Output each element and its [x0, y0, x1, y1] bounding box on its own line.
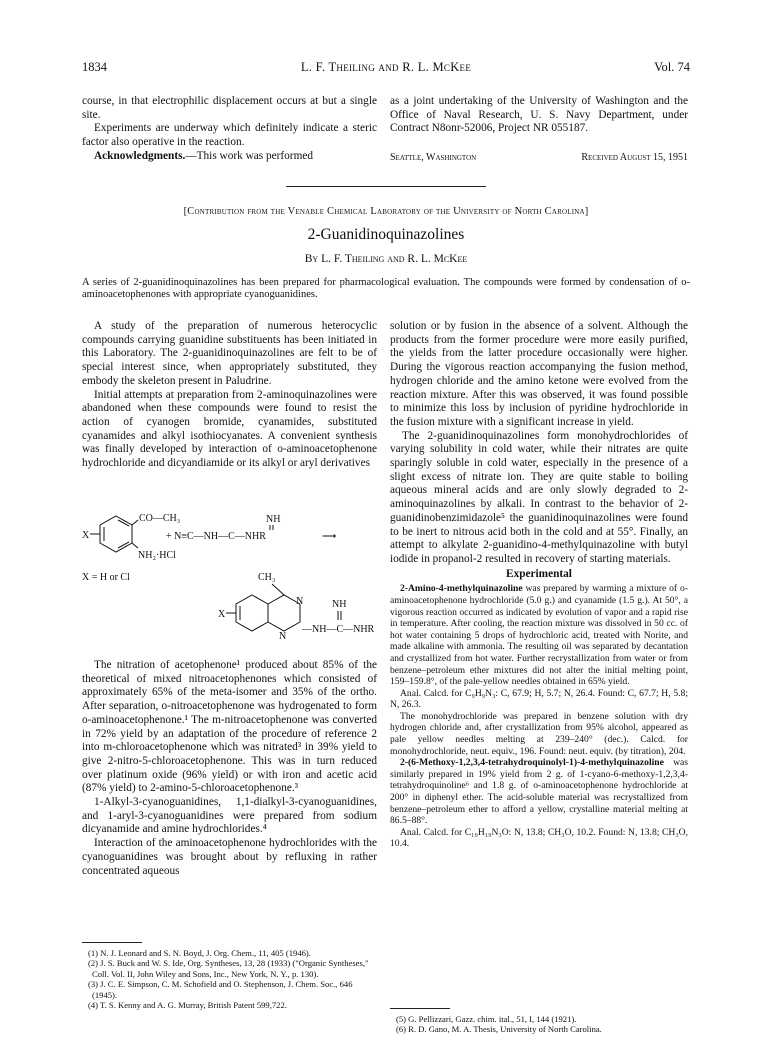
footnote: (5) G. Pellizzari, Gazz. chim. ital., 51, I, 144 (1921). — [396, 1014, 577, 1024]
analysis-line: Anal. Calcd. for C₁₉H₁₉N₃O: N, 13.8; CH₃O, 10.2. Found: N, 13.8; CH₃O, 10.4. — [390, 826, 688, 850]
compound-name: 2-Amino-4-methylquinazoline — [400, 583, 523, 595]
footnote-rule — [82, 942, 142, 943]
procedure-paragraph: 2-Amino-4-methylquinazoline was prepared by warming a mixture of o-aminoacetophenone hydrochloride (5.0 g.) and cyanamide (1.5 g.). At 50°, a vigorous reaction occurred as indicated by evolution of vapor and a rapid rise in temperature. After cooling, the reaction mixture was dissolved in 50 cc. of hot water containing 5 drops of hydrochloric acid, treated with Norite, and made alkaline with ammonia. The resulting oil was separated by decantation and crystallized from hot water. Further recrystallization from water or from benzene–petroleum ether mixtures did not alter the initial melting point, 159–159.8°, of the pale-yellow needles obtained in 65% yield. — [390, 583, 688, 688]
reaction-scheme — [82, 508, 377, 658]
ring-nitrogen-1: N — [279, 631, 287, 642]
contribution-line: [Contribution from the Venable Chemical Laboratory of the University of North Carolina] — [183, 206, 589, 217]
product-imino-label: NH — [332, 599, 347, 610]
x-definition: X = H or Cl — [82, 572, 130, 583]
left-column — [82, 320, 377, 471]
body-paragraph: The 2-guanidinoquinazolines form monohydrochlorides of varying solubility in cold water, while their nitrates are quite sparingly soluble in cold water, especially in the presence of a slight excess of nitrate ion. They are quite stable to boiling aqueous mineral acids and are only slowly degraded to 2-aminoquinazolines by alkali. In contrast to the behavior of 2-guanidinobenzimidazole⁵ the guanidinoquinazolines were found to be inert to nitrous acid both in the cold and at 55°. Finally, an attempt to alkylate 2-guanidino-4-methylquinazoline with butyl iodide in propanol-2 resulted in recovery of starting materials. — [390, 429, 688, 565]
article-title: 2-Guanidinoquinazolines — [307, 226, 465, 243]
footnote: (1) N. J. Leonard and S. N. Boyd, J. Org. Chem., 11, 405 (1946). — [88, 948, 311, 958]
acknowledgments — [82, 150, 377, 164]
body-paragraph: A study of the preparation of numerous heterocyclic compounds carrying guanidine substituents has been initiated in this Laboratory. The 2-guanidinoquinazolines are felt to be of special interest since, when appropriately substituted, they embody the skeleton present in Paludrine. — [82, 320, 377, 387]
experimental-heading: Experimental — [506, 567, 572, 580]
left-footnotes — [82, 948, 377, 1010]
experimental-section — [390, 583, 688, 850]
footnote-rule — [390, 1008, 450, 1009]
footnote: (2) J. S. Buck and W. S. Ide, Org. Syntheses, 13, 28 (1933) ("Organic Syntheses," Coll. Vol. II, John Wiley and Sons, Inc., New York, N. Y., p. 130). — [88, 958, 369, 979]
ring-nitrogen-3: N — [296, 596, 304, 607]
methyl-label: CH₃ — [258, 572, 276, 583]
procedure-paragraph: The monohydrochloride was prepared in benzene solution with dry hydrogen chloride and, after crystallization from 95% alcohol, appeared as pale yellow needles melting at 239–240° (dec.). Calcd. for monohydrochloride, neut. equiv., 196. Found: neut. equiv. (by titration), 204. — [390, 710, 688, 757]
body-paragraph: solution or by fusion in the absence of a solvent. Although the products from the former procedure were more easily purified, the yields from the latter procedure occasionally were higher. During the vigorous reaction accompanying the fusion method, hydrogen chloride and the amino ketone were evolved from the reaction mixture. After this was observed, it was found possible to minimize this loss by inclusion of pyridine hydrochloride in the fusion mixture with a significant increase in yield. — [390, 320, 688, 428]
procedure-paragraph: 2-(6-Methoxy-1,2,3,4-tetrahydroquinolyl-1)-4-methylquinazoline was similarly prepared in 19% yield from 2 g. of 1-cyano-6-methoxy-1,2,3,4-tetrahydroquinoline⁶ and 1.8 g. of o-aminoacetophenone hydrochloride at 200° in diphenyl ether. The acid-soluble material was recrystallized from benzene–petroleum ether to afford a yellow, crystalline material melting at 86.5–88°. — [390, 757, 688, 827]
amine-hydrochloride: NH₂·HCl — [138, 550, 176, 561]
compound-name: 2-(6-Methoxy-1,2,3,4-tetrahydroquinolyl-1)-4-methylquinazoline — [400, 757, 664, 769]
footnote: (4) T. S. Kenny and A. G. Murray, British Patent 599,722. — [88, 1000, 287, 1011]
signature-place: Seattle, Washington — [390, 152, 477, 163]
substituent-x: X — [82, 530, 90, 541]
ack-label: Acknowledgments. — [94, 149, 186, 162]
article-authors: By L. F. Theiling and R. L. McKee — [304, 253, 468, 265]
ack-text: —This work was performed — [185, 149, 314, 162]
right-footnotes — [390, 1014, 688, 1035]
left-column-continued — [82, 659, 377, 878]
prev-article-right — [390, 95, 688, 136]
section-divider — [286, 186, 486, 187]
signature-received: Received August 15, 1951 — [581, 152, 688, 163]
body-paragraph: 1-Alkyl-3-cyanoguanidines, 1,1-dialkyl-3-cyanoguanidines, and 1-aryl-3-cyanoguanidines were prepared from sodium dicyanamide and amine hydrochlorides.⁴ — [82, 796, 377, 836]
analysis-line: Anal. Calcd. for C₉H₉N₃: C, 67.9; H, 5.7; N, 26.4. Found: C, 67.7; H, 5.8; N, 26.3. — [390, 687, 688, 711]
product-substituent-x: X — [218, 609, 226, 620]
prev-paragraph: course, in that electrophilic displacement occurs at but a single site. — [82, 95, 377, 121]
volume-label: Vol. 74 — [654, 60, 690, 74]
cyanoguanidine-reagent: + N≡C—NH—C—NHR — [166, 531, 266, 542]
quinazoline-benzo-ring — [236, 595, 268, 631]
footnote: (3) J. C. E. Simpson, C. M. Schofield and O. Stephenson, J. Chem. Soc., 646 (1945). — [88, 979, 353, 1000]
acetyl-group: CO—CH₃ — [139, 513, 181, 524]
reaction-arrow: ⟶ — [322, 531, 337, 542]
right-column — [390, 320, 688, 850]
reaction-scheme-drawing — [82, 508, 377, 658]
body-paragraph: Interaction of the aminoacetophenone hydrochlorides with the cyanoguanidines was brought about by refluxing in rather concentrated aqueous — [82, 837, 377, 877]
body-paragraph: Initial attempts at preparation from 2-aminoquinazolines were abandoned when these compounds were found to resist the action of cyanogen bromide, cyanamides, substituted cyanamides and alkyl isothiocyanates. A convenient synthesis was finally developed by interaction of o-aminoacetophenone hydrochloride and dicyandiamide or its alkyl or aryl derivatives — [82, 388, 377, 470]
footnote: (6) R. D. Gano, M. A. Thesis, University of North Carolina. — [396, 1024, 602, 1035]
running-title: L. F. Theiling and R. L. McKee — [300, 60, 472, 74]
prev-article-left — [82, 95, 377, 164]
running-header — [82, 60, 690, 78]
page-number: 1834 — [82, 60, 107, 74]
body-paragraph: The nitration of acetophenone¹ produced about 85% of the theoretical of mixed nitroacetophenones which consisted of approximately 65% of the meta-isomer and 35% of the ortho. After separation, o-nitroacetophenone was hydrogenated to form o-aminoacetophenone.¹ The m-nitroacetophenone was converted in 72% yield by an adaptation of the procedure of reference 2 into m-chloroacetophenone which was nitrated³ in 39% yield to give 2-nitro-5-chloroacetophenone. This was in turn reduced over platinum oxide (96% yield) or with iron and acetic acid (87% yield) to 2-amino-5-chloroacetophenone.³ — [82, 659, 377, 795]
imino-label: NH — [266, 514, 281, 525]
prev-paragraph: as a joint undertaking of the University of Washington and the Office of Naval Research, U. S. Navy Department, under Contract N8onr-52006, Project NR 055187. — [390, 95, 688, 135]
product-guanidine-tail: —NH—C—NHR — [302, 624, 375, 635]
benzene-ring — [100, 516, 132, 552]
prev-paragraph: Experiments are underway which definitely indicate a steric factor also operative in the reaction. — [82, 122, 377, 149]
abstract: A series of 2-guanidinoquinazolines has been prepared for pharmacological evaluation. The compounds were formed by condensation of o-aminoacetophenones with appropriate cyanoguanidines. — [82, 277, 690, 300]
